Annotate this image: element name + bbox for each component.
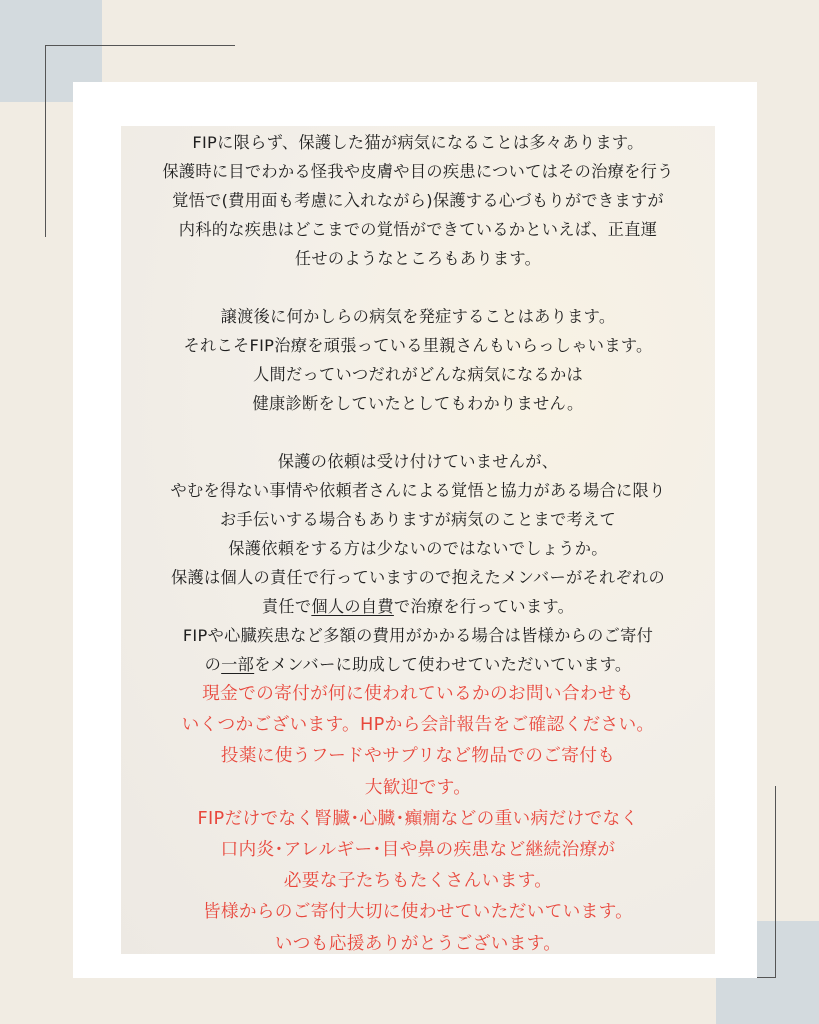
text-fragment: の [204,655,222,674]
paragraph-rescue-requests [121,447,715,679]
text-line: それこそFIP治療を頑張っている里親さんもいらっしゃいます。 [183,336,653,355]
text-line-subsidy [121,650,715,679]
red-text-line: FIPだけでなく腎臓･心臓･癲癇などの重い病だけでなく [197,808,639,829]
text-line: 覚悟で(費用面も考慮に入れながら)保護する心づもりができますが [172,191,664,210]
red-text-line: 皆様からのご寄付大切に使わせていただいています。 [202,902,634,923]
red-text-line: 口内炎･アレルギー･目や鼻の疾患など継続治療が [220,840,616,861]
text-line: やむを得ない事情や依頼者さんによる覚悟と協力がある場合に限り [170,481,666,500]
text-line: 保護は個人の責任で行っていますので抱えたメンバーがそれぞれの [171,568,665,587]
red-text-line: 投薬に使うフードやサプリなど物品でのご寄付も [220,746,616,767]
white-card [73,82,757,978]
red-text-line: いくつかございます。HPから会計報告をご確認ください。 [181,715,655,736]
decor-line-top-left-horizontal [45,45,235,46]
text-fragment: で治療を行っています。 [393,597,575,616]
text-line: 健康診断をしていたとしてもわかりません。 [252,394,584,413]
text-line: 保護時に目でわかる怪我や皮膚や目の疾患についてはその治療を行う [162,162,674,181]
message-panel [121,126,715,954]
paragraph-spacer [121,273,715,302]
donation-message-red [121,679,715,960]
paragraph-after-adoption [121,302,715,418]
underlined-own-expense: 個人の自費 [311,597,394,616]
text-line: FIPや心臓疾患など多額の費用がかかる場合は皆様からのご寄付 [182,626,654,645]
paragraph-fip-illness [121,128,715,273]
text-line: FIPに限らず、保護した猫が病気になることは多々あります。 [192,133,644,152]
text-line: 内科的な疾患はどこまでの覚悟ができているかといえば、正直運 [178,220,658,239]
red-text-line: 現金での寄付が何に使われているかのお問い合わせも [202,684,634,704]
red-text-line: 必要な子たちもたくさんいます。 [283,871,553,892]
text-line-responsibility [121,592,715,621]
decor-line-top-left-vertical [45,45,46,237]
text-fragment: 責任で [261,597,312,616]
red-text-line: 大歓迎です。 [364,777,472,798]
text-line: お手伝いする場合もありますが病気のことまで考えて [219,510,617,529]
text-line: 譲渡後に何かしらの病気を発症することはあります。 [220,307,616,326]
text-fragment: をメンバーに助成して使わせていただいています。 [254,655,632,674]
text-line: 保護の依頼は受け付けていませんが、 [277,452,559,471]
paragraph-spacer [121,418,715,447]
text-line: 人間だっていつだれがどんな病気になるかは [252,365,584,384]
text-line: 保護依頼をする方は少ないのではないでしょうか。 [228,539,608,558]
underlined-portion: 一部 [221,655,255,674]
red-text-line: いつも応援ありがとうございます。 [274,933,562,954]
decor-line-bottom-right-vertical [775,786,776,978]
text-line: 任せのようなところもあります。 [294,249,542,268]
